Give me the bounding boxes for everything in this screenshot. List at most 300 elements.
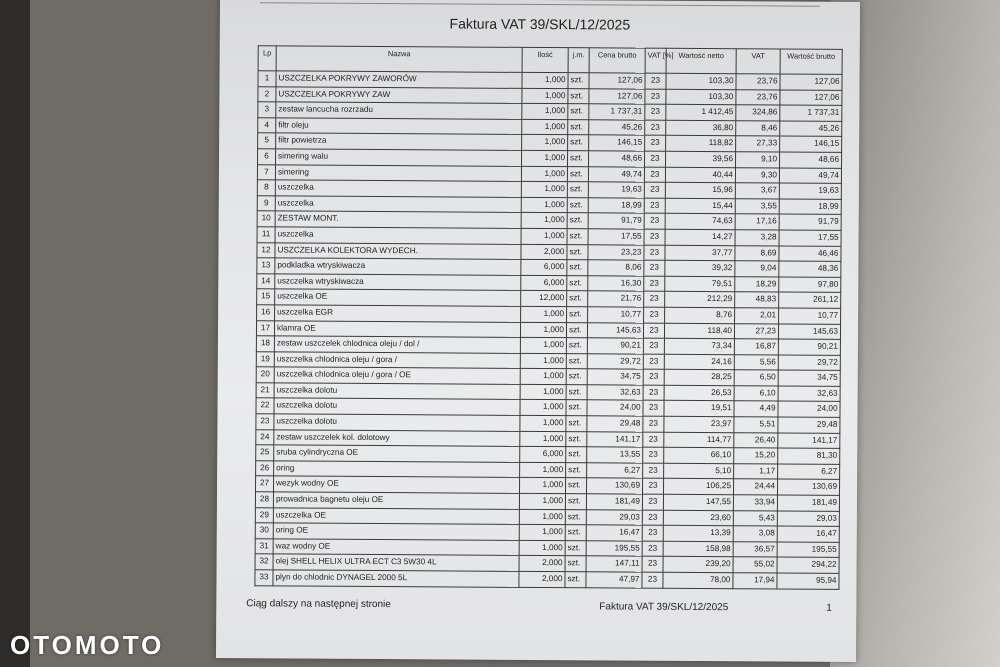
- table-cell: szt.: [568, 151, 589, 167]
- table-cell: 158,98: [663, 541, 733, 557]
- table-cell: 24,44: [733, 479, 777, 495]
- table-cell: 23: [644, 276, 665, 292]
- table-cell: 15,96: [665, 182, 735, 198]
- table-cell: uszczelka: [275, 180, 521, 197]
- table-cell: USZCZELKA POKRYWY ZAWORÓW: [276, 71, 522, 88]
- table-cell: 23,23: [588, 244, 644, 260]
- table-cell: 55,02: [733, 557, 777, 573]
- table-cell: 1,000: [522, 119, 568, 135]
- invoice-table: [254, 45, 842, 589]
- table-cell: olej SHELL HELIX ULTRA ECT C3 5W30 4L: [273, 554, 519, 571]
- table-cell: 23: [644, 307, 665, 323]
- table-cell: 118,40: [664, 323, 734, 339]
- column-header: Wartość brutto: [780, 49, 842, 74]
- table-cell: 1 737,31: [780, 105, 842, 121]
- table-cell: 32,63: [587, 385, 643, 401]
- table-cell: 23: [643, 354, 664, 370]
- table-cell: 23: [644, 198, 665, 214]
- table-cell: 23,76: [736, 89, 780, 105]
- table-cell: szt.: [565, 494, 586, 510]
- table-cell: 294,22: [777, 557, 839, 573]
- table-cell: szt.: [566, 353, 587, 369]
- table-cell: 23: [642, 510, 663, 526]
- table-cell: 16: [257, 305, 275, 321]
- table-cell: 1,000: [521, 306, 567, 322]
- table-cell: szt.: [565, 572, 586, 588]
- table-cell: 324,86: [736, 105, 780, 121]
- table-cell: 127,06: [780, 90, 842, 106]
- column-header: Cena brutto: [589, 48, 645, 73]
- table-cell: 48,36: [779, 261, 841, 277]
- table-cell: 9,10: [735, 152, 779, 168]
- table-cell: szt.: [567, 307, 588, 323]
- table-cell: szt.: [566, 431, 587, 447]
- table-cell: 127,06: [589, 88, 645, 104]
- table-cell: oring OE: [273, 523, 519, 540]
- table-cell: 15,20: [734, 448, 778, 464]
- table-cell: 146,15: [589, 135, 645, 151]
- table-cell: 25: [256, 445, 274, 461]
- table-cell: 181,49: [586, 494, 642, 510]
- table-cell: 1,000: [519, 540, 565, 556]
- table-cell: 24: [256, 429, 274, 445]
- table-cell: 23: [256, 414, 274, 430]
- table-cell: 239,20: [663, 557, 733, 573]
- invoice-sheet: [216, 0, 860, 662]
- table-cell: 5,43: [733, 510, 777, 526]
- table-cell: 8: [257, 180, 275, 196]
- table-cell: 1,000: [522, 135, 568, 151]
- table-cell: 79,51: [665, 276, 735, 292]
- table-cell: szt.: [568, 119, 589, 135]
- table-cell: szt.: [567, 229, 588, 245]
- table-cell: 23: [642, 572, 663, 588]
- table-cell: 6,000: [521, 260, 567, 276]
- table-cell: 1,000: [519, 525, 565, 541]
- table-cell: 26,40: [734, 432, 778, 448]
- table-cell: oring: [274, 461, 520, 478]
- table-cell: 5: [258, 133, 276, 149]
- table-cell: 3,08: [733, 526, 777, 542]
- table-cell: 114,77: [664, 432, 734, 448]
- table-cell: 73,34: [664, 338, 734, 354]
- table-cell: 66,10: [664, 448, 734, 464]
- table-cell: szt.: [566, 338, 587, 354]
- table-cell: szt.: [567, 166, 588, 182]
- table-cell: 23: [643, 463, 664, 479]
- table-cell: uszczelka dolotu: [274, 383, 520, 400]
- table-cell: 23: [645, 104, 666, 120]
- table-cell: 29,48: [587, 416, 643, 432]
- table-cell: 23,60: [663, 510, 733, 526]
- table-cell: 17,55: [779, 230, 841, 246]
- page-number: 1: [826, 602, 832, 614]
- column-header: Nazwa: [276, 46, 522, 73]
- table-cell: 141,17: [587, 431, 643, 447]
- table-cell: 1,000: [519, 509, 565, 525]
- table-cell: 21: [256, 383, 274, 399]
- table-cell: 23: [643, 338, 664, 354]
- column-header: Lp: [258, 46, 276, 71]
- table-cell: 130,69: [587, 478, 643, 494]
- table-cell: 141,17: [778, 433, 840, 449]
- table-cell: 29,72: [587, 353, 643, 369]
- table-cell: 9: [257, 196, 275, 212]
- table-cell: szt.: [566, 369, 587, 385]
- table-cell: 145,63: [587, 322, 643, 338]
- table-cell: 29: [255, 507, 273, 523]
- table-cell: 90,21: [587, 338, 643, 354]
- table-cell: 146,15: [780, 136, 842, 152]
- table-cell: 118,82: [666, 136, 736, 152]
- table-cell: 15: [257, 289, 275, 305]
- table-cell: 17,55: [588, 229, 644, 245]
- table-cell: 6,27: [587, 463, 643, 479]
- table-cell: 14,27: [665, 229, 735, 245]
- table-cell: uszczelka wtryskiwacza: [275, 274, 521, 291]
- header-row: [258, 46, 842, 75]
- table-cell: 23: [642, 479, 663, 495]
- table-body: [255, 71, 842, 589]
- column-header: Wartość netto: [666, 48, 736, 73]
- table-row: [255, 570, 839, 589]
- table-cell: 33,94: [733, 495, 777, 511]
- table-cell: 39,56: [665, 151, 735, 167]
- table-cell: 45,26: [589, 120, 645, 136]
- table-cell: uszczelka chlodnica oleju / gora /: [274, 352, 520, 369]
- table-cell: 48,83: [735, 292, 779, 308]
- table-cell: 6,50: [734, 370, 778, 386]
- table-cell: 14: [257, 274, 275, 290]
- table-cell: 95,94: [777, 573, 839, 589]
- table-cell: 23: [642, 541, 663, 557]
- table-cell: 74,63: [665, 214, 735, 230]
- table-cell: 19,63: [779, 183, 841, 199]
- background-left: [0, 0, 30, 667]
- table-cell: 29,03: [586, 509, 642, 525]
- table-cell: USZCZELKA KOLEKTORA WYDECH.: [275, 242, 521, 259]
- table-cell: 40,44: [665, 167, 735, 183]
- table-cell: 145,63: [778, 323, 840, 339]
- table-cell: 5,51: [734, 417, 778, 433]
- table-cell: szt.: [566, 416, 587, 432]
- table-cell: 27,23: [734, 323, 778, 339]
- table-cell: szt.: [567, 182, 588, 198]
- table-cell: wezyk wodny OE: [274, 476, 520, 493]
- table-cell: 8,76: [665, 307, 735, 323]
- table-cell: 23: [644, 167, 665, 183]
- table-cell: 106,25: [663, 479, 733, 495]
- table-cell: 6,000: [521, 275, 567, 291]
- column-header: Ilość: [522, 47, 568, 72]
- table-cell: szt.: [565, 525, 586, 541]
- table-cell: 8,69: [735, 245, 779, 261]
- table-cell: ZESTAW MONT.: [275, 211, 521, 228]
- table-cell: 23: [644, 182, 665, 198]
- table-cell: 28: [255, 492, 273, 508]
- table-cell: 36,80: [666, 120, 736, 136]
- table-cell: szt.: [565, 556, 586, 572]
- table-cell: szt.: [565, 540, 586, 556]
- table-cell: 6,000: [520, 447, 566, 463]
- table-cell: 5,56: [734, 354, 778, 370]
- table-cell: 29,48: [778, 417, 840, 433]
- table-cell: 1,000: [520, 322, 566, 338]
- table-cell: 103,30: [666, 73, 736, 89]
- otomoto-watermark: OTOMOTO: [10, 630, 165, 660]
- table-cell: 2,000: [519, 571, 565, 587]
- table-cell: 127,06: [589, 73, 645, 89]
- table-cell: 9,30: [735, 167, 779, 183]
- table-cell: 46,46: [779, 246, 841, 262]
- table-cell: klamra OE: [274, 320, 520, 337]
- table-cell: 18: [256, 336, 274, 352]
- table-cell: 3,55: [735, 198, 779, 214]
- table-cell: 91,79: [588, 213, 644, 229]
- table-cell: 103,30: [666, 89, 736, 105]
- column-header: VAT: [736, 49, 780, 74]
- table-cell: plyn do chlodnic DYNAGEL 2000 5L: [273, 570, 519, 587]
- footer-invoice-number: Faktura VAT 39/SKL/12/2025: [599, 601, 729, 614]
- table-cell: 1 737,31: [589, 104, 645, 120]
- table-cell: USZCZELKA POKRYWY ZAW: [276, 86, 522, 103]
- table-cell: 1,000: [521, 213, 567, 229]
- table-cell: 34,75: [778, 370, 840, 386]
- table-cell: szt.: [567, 213, 588, 229]
- column-header: VAT [%]: [645, 48, 666, 73]
- table-cell: 48,66: [779, 152, 841, 168]
- table-cell: sruba cylindryczna OE: [274, 445, 520, 462]
- table-cell: 39,32: [665, 260, 735, 276]
- table-cell: 49,74: [588, 166, 644, 182]
- table-cell: szt.: [566, 478, 587, 494]
- table-cell: 6,10: [734, 386, 778, 402]
- table-cell: 91,79: [779, 214, 841, 230]
- table-cell: zestaw uszczelek kol. dolotowy: [274, 430, 520, 447]
- table-cell: simering walu: [276, 149, 522, 166]
- table-cell: szt.: [567, 197, 588, 213]
- table-cell: 23: [643, 401, 664, 417]
- table-cell: 6: [258, 149, 276, 165]
- table-cell: 45,26: [780, 121, 842, 137]
- table-cell: 19,63: [588, 182, 644, 198]
- table-cell: szt.: [566, 322, 587, 338]
- table-cell: 32,63: [778, 386, 840, 402]
- table-cell: 31: [255, 539, 273, 555]
- table-cell: 23: [645, 89, 666, 105]
- table-cell: 147,55: [663, 494, 733, 510]
- table-cell: 23: [644, 151, 665, 167]
- table-cell: 16,47: [586, 525, 642, 541]
- table-cell: 24,00: [778, 401, 840, 417]
- table-cell: szt.: [568, 104, 589, 120]
- table-cell: szt.: [567, 244, 588, 260]
- table-cell: simering: [275, 164, 521, 181]
- table-cell: 1,000: [520, 415, 566, 431]
- table-cell: uszczelka OE: [275, 289, 521, 306]
- table-cell: 18,29: [735, 276, 779, 292]
- table-header: [258, 46, 842, 75]
- table-cell: 7: [257, 164, 275, 180]
- table-cell: 23,76: [736, 74, 780, 90]
- table-cell: 10: [257, 211, 275, 227]
- table-cell: 4,49: [734, 401, 778, 417]
- table-cell: 19,51: [664, 401, 734, 417]
- table-cell: 21,76: [588, 291, 644, 307]
- table-cell: 8,46: [736, 120, 780, 136]
- table-cell: 15,44: [665, 198, 735, 214]
- table-cell: 10,77: [588, 307, 644, 323]
- table-cell: 6,27: [778, 464, 840, 480]
- table-cell: uszczelka: [275, 227, 521, 244]
- invoice-title: Faktura VAT 39/SKL/12/2025: [449, 15, 631, 33]
- table-cell: podkladka wtryskiwacza: [275, 258, 521, 275]
- table-cell: 49,74: [779, 168, 841, 184]
- table-cell: 19: [256, 351, 274, 367]
- table-cell: 36,57: [733, 542, 777, 558]
- table-cell: 23: [643, 447, 664, 463]
- table-cell: uszczelka EGR: [275, 305, 521, 322]
- table-cell: szt.: [566, 385, 587, 401]
- table-cell: 1,000: [522, 72, 568, 88]
- table-cell: szt.: [566, 463, 587, 479]
- table-cell: 23: [643, 323, 664, 339]
- table-cell: 1,000: [521, 228, 567, 244]
- table-cell: 90,21: [778, 339, 840, 355]
- table-cell: 1,000: [522, 104, 568, 120]
- table-cell: 48,66: [589, 151, 645, 167]
- table-cell: 147,11: [586, 556, 642, 572]
- table-cell: filtr oleju: [276, 118, 522, 135]
- table-cell: szt.: [567, 291, 588, 307]
- table-cell: 5,10: [664, 463, 734, 479]
- continuation-note: Ciąg dalszy na następnej stronie: [246, 598, 391, 611]
- table-cell: 47,97: [586, 572, 642, 588]
- table-cell: 23: [644, 213, 665, 229]
- table-cell: 195,55: [586, 541, 642, 557]
- table-cell: 23: [645, 120, 666, 136]
- table-cell: 23: [644, 291, 665, 307]
- table-cell: 2,01: [735, 308, 779, 324]
- table-cell: 28,25: [664, 370, 734, 386]
- table-cell: 13,55: [587, 447, 643, 463]
- table-cell: 17: [256, 320, 274, 336]
- table-cell: 1,000: [520, 462, 566, 478]
- table-cell: szt.: [566, 447, 587, 463]
- table-cell: szt.: [568, 73, 589, 89]
- table-cell: 13: [257, 258, 275, 274]
- table-cell: 195,55: [777, 542, 839, 558]
- table-cell: uszczelka: [275, 196, 521, 213]
- table-cell: szt.: [568, 88, 589, 104]
- table-cell: 13,39: [663, 525, 733, 541]
- table-cell: 23: [643, 416, 664, 432]
- table-cell: 18,99: [588, 198, 644, 214]
- table-cell: uszczelka dolotu: [274, 414, 520, 431]
- table-cell: 1,000: [520, 353, 566, 369]
- table-cell: 23,97: [664, 416, 734, 432]
- table-cell: szt.: [567, 275, 588, 291]
- table-cell: 24,16: [664, 354, 734, 370]
- table-cell: 23: [645, 136, 666, 152]
- table-cell: 12: [257, 242, 275, 258]
- table-cell: 37,77: [665, 245, 735, 261]
- table-cell: 23: [643, 432, 664, 448]
- table-cell: 2: [258, 86, 276, 102]
- table-cell: 34,75: [587, 369, 643, 385]
- table-cell: 1: [258, 71, 276, 87]
- table-cell: 1,000: [520, 384, 566, 400]
- table-cell: 23: [644, 229, 665, 245]
- table-cell: 23: [644, 260, 665, 276]
- table-cell: 3,67: [735, 183, 779, 199]
- table-cell: 1,000: [521, 166, 567, 182]
- table-cell: 29,72: [778, 355, 840, 371]
- table-cell: 97,80: [779, 277, 841, 293]
- table-cell: filtr powietrza: [276, 133, 522, 150]
- table-cell: 1,000: [520, 431, 566, 447]
- table-cell: 27,33: [736, 136, 780, 152]
- table-cell: 1,000: [520, 369, 566, 385]
- table-cell: 2,000: [521, 244, 567, 260]
- table-cell: 1,000: [520, 337, 566, 353]
- table-cell: 3: [258, 102, 276, 118]
- table-cell: 1,000: [521, 197, 567, 213]
- table-cell: 12,000: [521, 291, 567, 307]
- table-cell: 18,99: [779, 199, 841, 215]
- table-cell: 33: [255, 570, 273, 586]
- table-cell: prowadnica bagnetu oleju OE: [273, 492, 519, 509]
- table-cell: 23: [643, 385, 664, 401]
- table-cell: 78,00: [663, 572, 733, 588]
- table-cell: szt.: [568, 135, 589, 151]
- table-cell: szt.: [567, 260, 588, 276]
- table-cell: zestaw uszczelek chlodnica oleju / dol /: [274, 336, 520, 353]
- table-cell: 11: [257, 227, 275, 243]
- table-cell: 17,16: [735, 214, 779, 230]
- table-cell: 261,12: [779, 292, 841, 308]
- table-cell: szt.: [566, 400, 587, 416]
- table-cell: 23: [642, 557, 663, 573]
- table-cell: 22: [256, 398, 274, 414]
- table-cell: 23: [642, 494, 663, 510]
- table-cell: 23: [644, 245, 665, 261]
- table-cell: 27: [256, 476, 274, 492]
- table-cell: 127,06: [780, 74, 842, 90]
- table-cell: uszczelka OE: [273, 508, 519, 525]
- table-cell: 26: [256, 461, 274, 477]
- table-cell: 20: [256, 367, 274, 383]
- table-cell: 81,30: [778, 448, 840, 464]
- table-cell: szt.: [565, 509, 586, 525]
- table-cell: 26,53: [664, 385, 734, 401]
- table-cell: 4: [258, 118, 276, 134]
- table-cell: 16,87: [734, 339, 778, 355]
- table-cell: 16,30: [588, 276, 644, 292]
- column-header: j.m.: [568, 48, 589, 73]
- table-cell: 2,000: [519, 556, 565, 572]
- table-cell: 130,69: [777, 479, 839, 495]
- table-cell: 1,000: [522, 88, 568, 104]
- table-cell: 1 412,45: [666, 104, 736, 120]
- table-cell: uszczelka chlodnica oleju / gora / OE: [274, 367, 520, 384]
- table-cell: 1,000: [521, 182, 567, 198]
- table-cell: waz wodny OE: [273, 539, 519, 556]
- table-cell: 23: [645, 73, 666, 89]
- table-cell: zestaw lancucha rozrzadu: [276, 102, 522, 119]
- cut-header-line: [260, 0, 820, 7]
- table-cell: 212,29: [665, 292, 735, 308]
